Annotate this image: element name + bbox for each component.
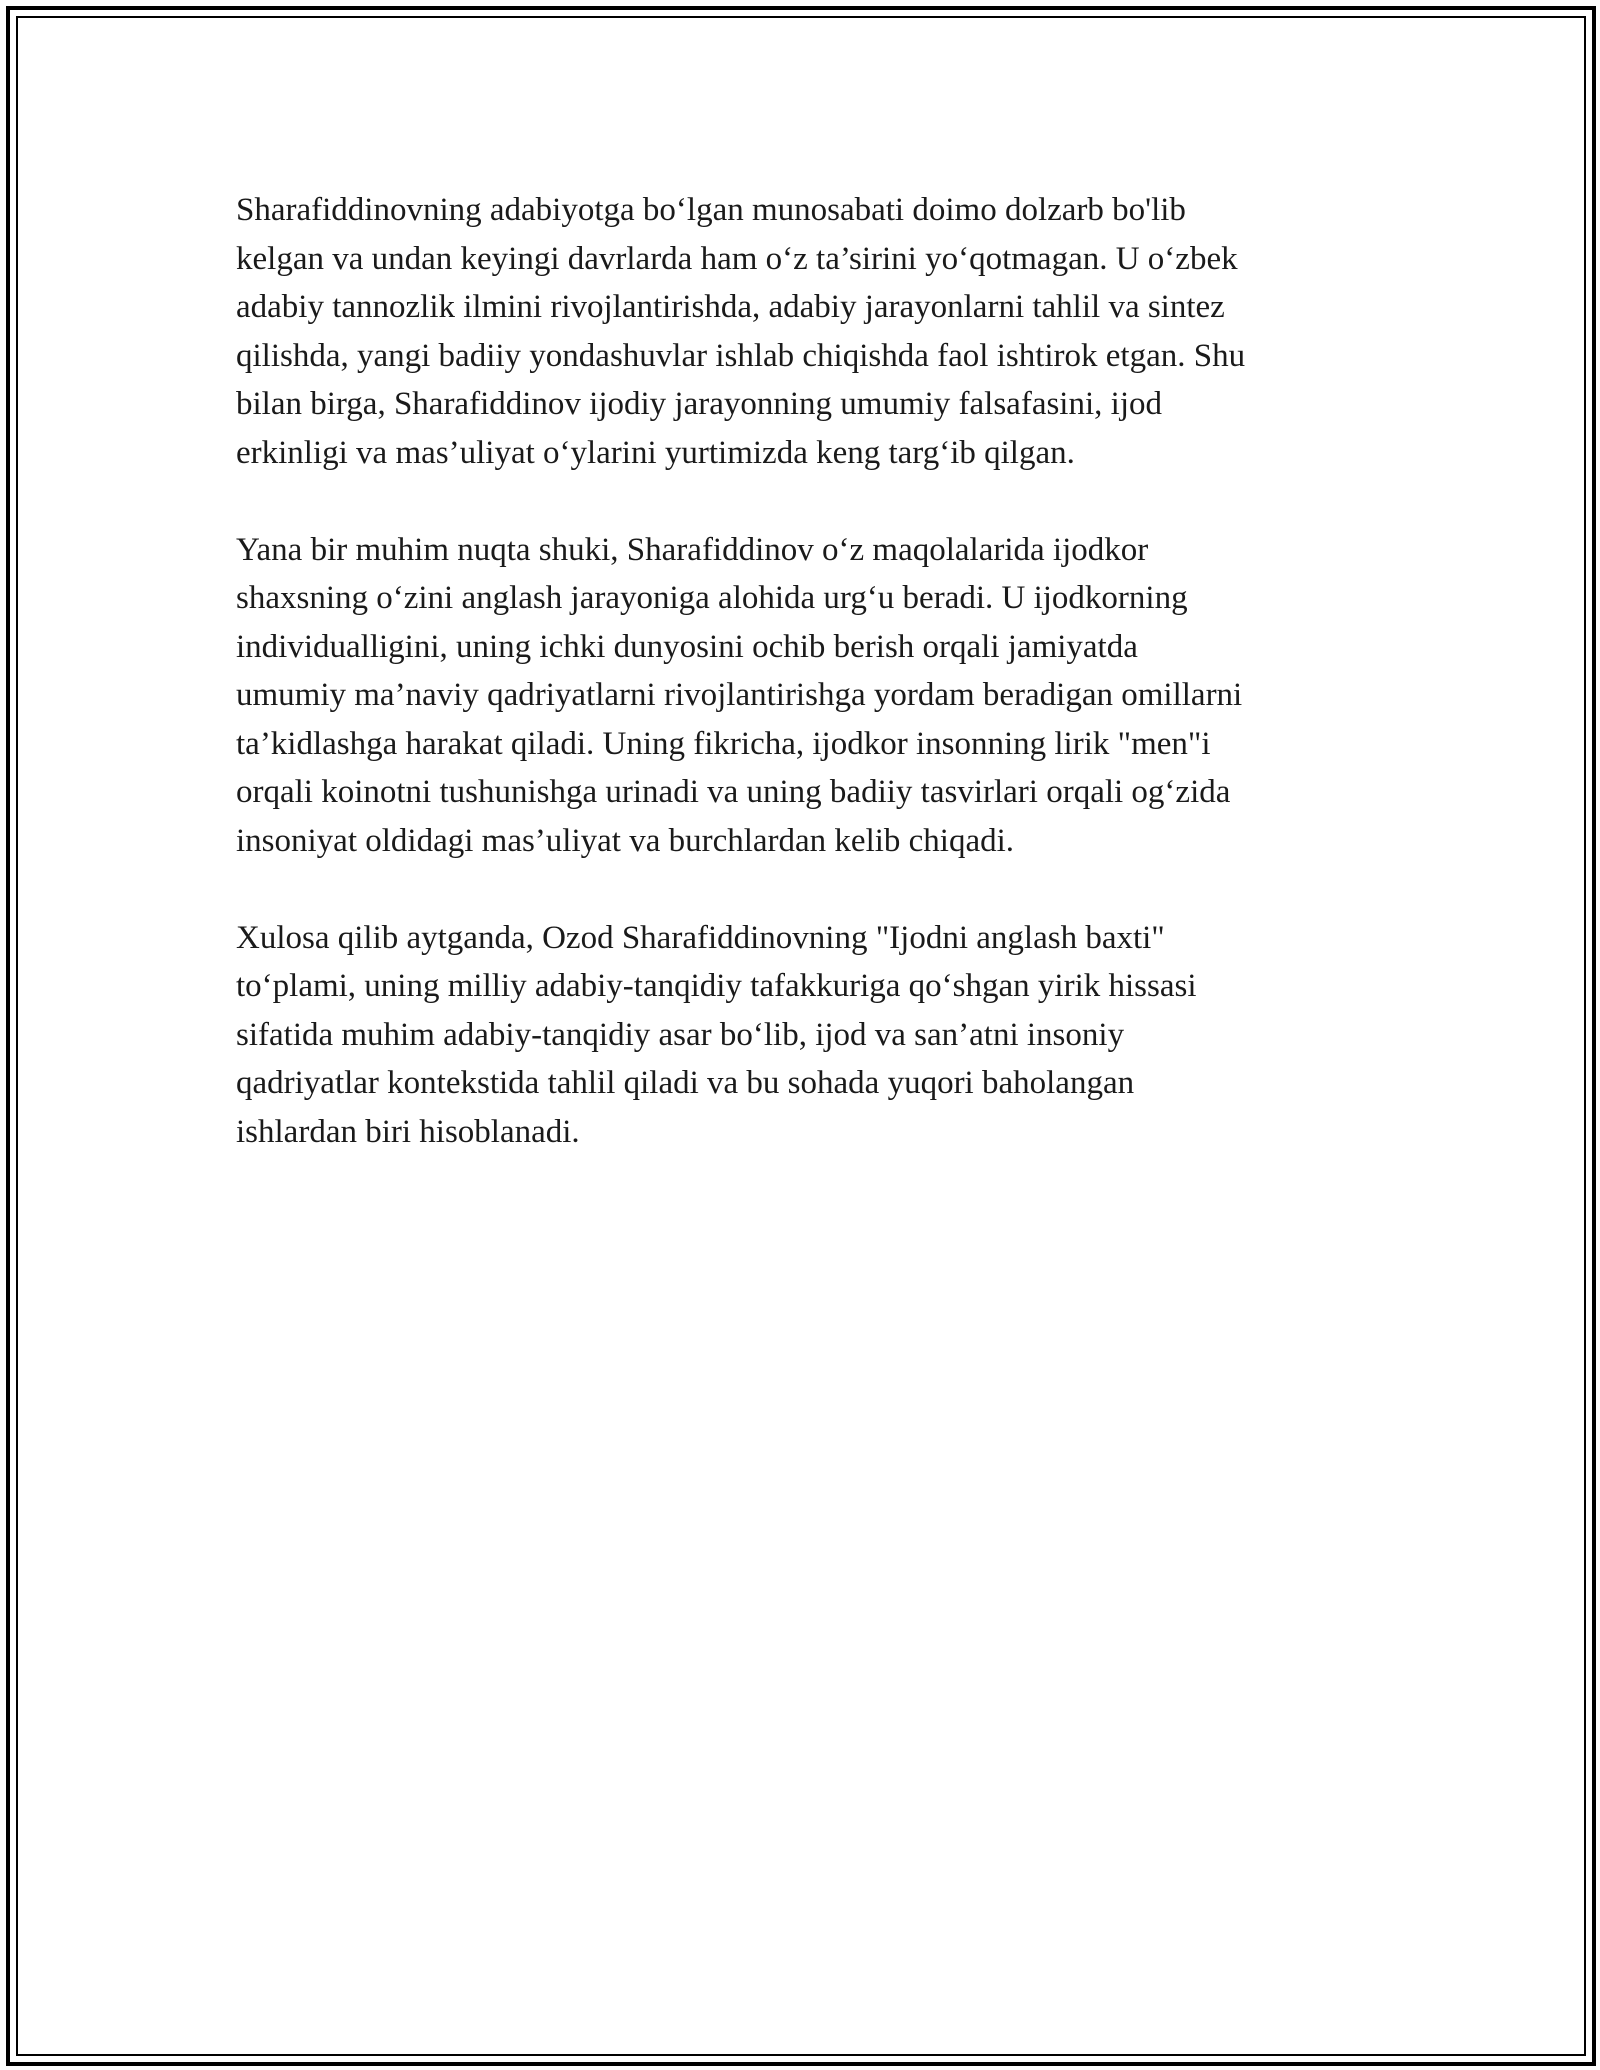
document-body [236, 186, 1386, 1205]
paragraph-line: ta’kidlashga harakat qiladi. Uning fikricha, ijodkor insonning lirik "men"i [236, 725, 1211, 762]
paragraph-line: erkinligi va mas’uliyat o‘ylarini yurtimizda keng targ‘ib qilgan. [236, 434, 1075, 471]
paragraph-line: Sharafiddinovning adabiyotga bo‘lgan munosabati doimo dolzarb bo'lib [236, 192, 1186, 228]
paragraph-line: qadriyatlar kontekstida tahlil qiladi va bu sohada yuqori baholangan [236, 1065, 1135, 1101]
paragraph-line: shaxsning o‘zini anglash jarayoniga alohida urg‘u beradi. U ijodkorning [236, 580, 1188, 616]
paragraph-line: to‘plami, uning milliy adabiy-tanqidiy tafakkuriga qo‘shgan yirik hissasi [236, 968, 1197, 1004]
paragraph-line: adabiy tannozlik ilmini rivojlantirishda, adabiy jarayonlarni tahlil va sintez [236, 289, 1225, 325]
paragraph-line: ishlardan biri hisoblanadi. [236, 1113, 580, 1150]
paragraph-line: insoniyat oldidagi mas’uliyat va burchlardan kelib chiqadi. [236, 822, 1015, 859]
paragraph-2 [236, 526, 1386, 866]
paragraph-line: orqali koinotni tushunishga urinadi va uning badiiy tasvirlari orqali og‘zida [236, 774, 1231, 810]
paragraph-line: individualligini, uning ichki dunyosini ochib berish orqali jamiyatda [236, 628, 1138, 665]
paragraph-line: Xulosa qilib aytganda, Ozod Sharafiddinovning "Ijodni anglash baxti" [236, 919, 1165, 956]
paragraph-1 [236, 186, 1386, 477]
paragraph-line: bilan birga, Sharafiddinov ijodiy jarayonning umumiy falsafasini, ijod [236, 386, 1162, 422]
paragraph-line: kelgan va undan keyingi davrlarda ham o‘z ta’sirini yo‘qotmagan. U o‘zbek [236, 240, 1238, 277]
paragraph-line: qilishda, yangi badiiy yondashuvlar ishlab chiqishda faol ishtirok etgan. Shu [236, 337, 1246, 374]
paragraph-line: umumiy ma’naviy qadriyatlarni rivojlantirishga yordam beradigan omillarni [236, 677, 1243, 713]
paragraph-3 [236, 914, 1386, 1157]
paragraph-line: Yana bir muhim nuqta shuki, Sharafiddinov o‘z maqolalarida ijodkor [236, 531, 1149, 568]
paragraph-line: sifatida muhim adabiy-tanqidiy asar bo‘lib, ijod va san’atni insoniy [236, 1016, 1125, 1053]
